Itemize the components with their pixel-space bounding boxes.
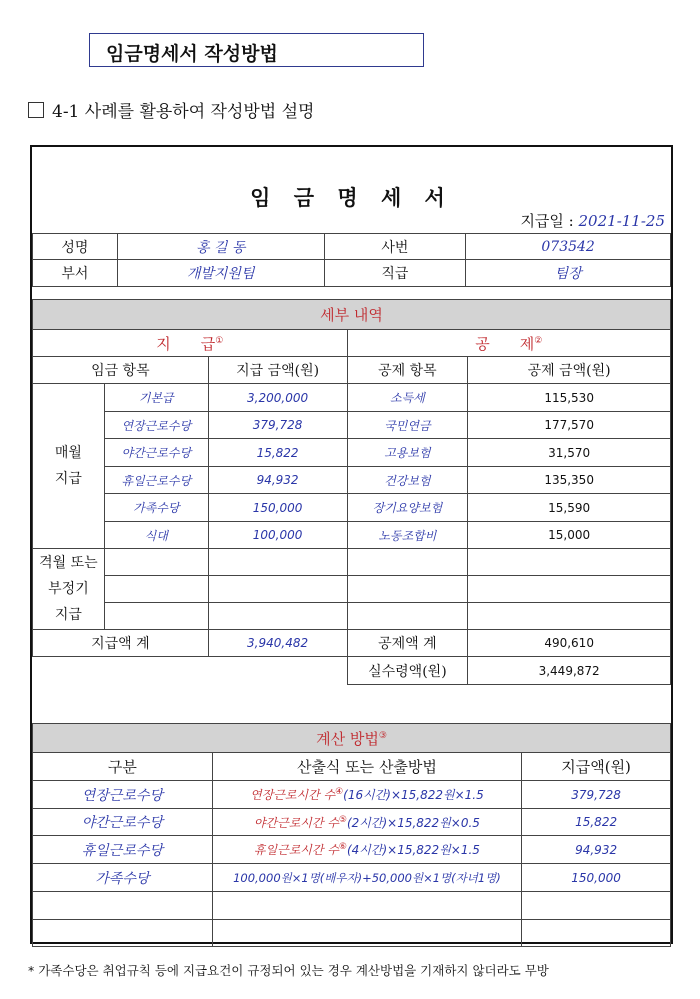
empty-cell [104, 576, 208, 603]
section-subtitle [28, 97, 314, 122]
pay-item-amount: 94,932 [208, 467, 347, 494]
checkbox-icon [28, 102, 44, 118]
empno-label: 사번 [324, 234, 466, 260]
calc-formula-mark: ⑤ [338, 814, 347, 825]
calc-formula-rest: (4시간)×15,822원×1.5 [346, 843, 480, 857]
empty-cell [347, 549, 468, 576]
deduct-header [347, 330, 671, 357]
calc-amount: 379,728 [522, 781, 671, 809]
empty-cell [104, 549, 208, 576]
pay-statement-frame [30, 145, 673, 944]
empty-cell [468, 549, 671, 576]
empty-cell [212, 892, 522, 920]
empty-cell [33, 657, 348, 685]
pay-item-amount: 100,000 [208, 522, 347, 549]
header-title-box [89, 33, 424, 67]
empty-cell [33, 892, 213, 920]
empno-value: 073542 [466, 234, 671, 260]
empty-cell [208, 603, 347, 630]
dept-label: 부서 [33, 260, 118, 287]
deduct-header-text: 공 제 [475, 334, 535, 353]
empty-cell [208, 576, 347, 603]
deduct-item-name: 노동조합비 [347, 522, 468, 549]
deduct-item-amount: 15,000 [468, 522, 671, 549]
empty-cell [104, 603, 208, 630]
deduct-item-amount: 177,570 [468, 412, 671, 439]
calc-formula [212, 864, 522, 892]
col-pay-item: 임금 항목 [33, 357, 209, 384]
calc-table [32, 723, 671, 947]
pay-item-name: 야간근로수당 [104, 439, 208, 467]
deduct-total-value: 490,610 [468, 630, 671, 657]
empty-cell [212, 920, 522, 947]
empty-cell [522, 920, 671, 947]
empty-cell [468, 576, 671, 603]
calc-section-title [33, 724, 671, 753]
name-label: 성명 [33, 234, 118, 260]
net-value: 3,449,872 [468, 657, 671, 685]
calc-category: 야간근로수당 [33, 809, 213, 836]
calc-section-mark: ③ [378, 730, 387, 741]
calc-formula-rest: (2시간)×15,822원×0.5 [346, 815, 480, 830]
calc-amount: 15,822 [522, 809, 671, 836]
employee-info-table [32, 233, 671, 287]
dept-value: 개발지원팀 [117, 260, 324, 287]
calc-formula-red: 연장근로시간 수 [250, 788, 336, 802]
rank-label: 직급 [324, 260, 466, 287]
detail-table [32, 299, 671, 685]
doc-title: 임 금 명 세 서 [250, 185, 453, 210]
calc-formula-rest: 100,000원×1명(배우자)+50,000원×1명(자녀1명) [233, 870, 501, 885]
calc-formula [212, 836, 522, 864]
calc-formula-red: 야간근로시간 수 [253, 815, 339, 830]
pay-header [33, 330, 348, 357]
pay-item-amount: 379,728 [208, 412, 347, 439]
calc-formula [212, 809, 522, 836]
irregular-label: 격월 또는 부정기 지급 [33, 549, 105, 630]
pay-item-name: 식대 [104, 522, 208, 549]
calc-category: 연장근로수당 [33, 781, 213, 809]
rank-value: 팀장 [466, 260, 671, 287]
deduct-item-name: 국민연금 [347, 412, 468, 439]
col-pay-amount: 지급 금액(원) [208, 357, 347, 384]
deduct-item-name: 고용보험 [347, 439, 468, 467]
deduct-item-amount: 31,570 [468, 439, 671, 467]
calc-formula-red: 휴일근로시간 수 [253, 843, 339, 857]
monthly-label: 매월 지급 [33, 384, 105, 549]
deduct-total-label: 공제액 계 [347, 630, 468, 657]
pay-item-name: 휴일근로수당 [104, 467, 208, 494]
header-title: 임금명세서 작성방법 [106, 43, 278, 65]
name-value: 홍 길 동 [117, 234, 324, 260]
pay-header-mark: ① [215, 335, 224, 346]
deduct-item-amount: 15,590 [468, 494, 671, 522]
empty-cell [347, 576, 468, 603]
col-deduct-item: 공제 항목 [347, 357, 468, 384]
calc-col-formula: 산출식 또는 산출방법 [212, 753, 522, 781]
net-label: 실수령액(원) [347, 657, 468, 685]
empty-cell [33, 920, 213, 947]
pay-total-label: 지급액 계 [33, 630, 209, 657]
payday [520, 210, 665, 231]
detail-section-title: 세부 내역 [33, 300, 671, 330]
deduct-item-name: 소득세 [347, 384, 468, 412]
deduct-item-amount: 135,350 [468, 467, 671, 494]
empty-cell [522, 892, 671, 920]
pay-item-amount: 150,000 [208, 494, 347, 522]
pay-item-amount: 15,822 [208, 439, 347, 467]
calc-category: 휴일근로수당 [33, 836, 213, 864]
calc-formula-rest: (16시간)×15,822원×1.5 [343, 788, 484, 802]
calc-formula-mark: ④ [335, 787, 344, 797]
calc-category: 가족수당 [33, 864, 213, 892]
empty-cell [208, 549, 347, 576]
payday-value: 2021-11-25 [578, 212, 665, 230]
calc-col-category: 구분 [33, 753, 213, 781]
empty-cell [468, 603, 671, 630]
calc-amount: 150,000 [522, 864, 671, 892]
calc-section-text: 계산 방법 [316, 729, 379, 748]
footnote: * 가족수당은 취업규칙 등에 지급요건이 규정되어 있는 경우 계산방법을 기재하지 않더라도 무방 [28, 963, 549, 978]
pay-item-name: 기본급 [104, 384, 208, 412]
calc-formula-mark: ⑥ [338, 842, 347, 852]
deduct-item-name: 건강보험 [347, 467, 468, 494]
calc-amount: 94,932 [522, 836, 671, 864]
pay-header-text: 지 급 [156, 334, 216, 353]
deduct-item-name: 장기요양보험 [347, 494, 468, 522]
section-subtitle-text: 4-1 사례를 활용하여 작성방법 설명 [52, 102, 315, 122]
payday-label: 지급일 : [520, 212, 574, 230]
pay-item-name: 연장근로수당 [104, 412, 208, 439]
pay-item-name: 가족수당 [104, 494, 208, 522]
col-deduct-amount: 공제 금액(원) [468, 357, 671, 384]
pay-total-value: 3,940,482 [208, 630, 347, 657]
deduct-item-amount: 115,530 [468, 384, 671, 412]
calc-col-amount: 지급액(원) [522, 753, 671, 781]
deduct-header-mark: ② [534, 335, 543, 346]
empty-cell [347, 603, 468, 630]
pay-item-amount: 3,200,000 [208, 384, 347, 412]
calc-formula [212, 781, 522, 809]
